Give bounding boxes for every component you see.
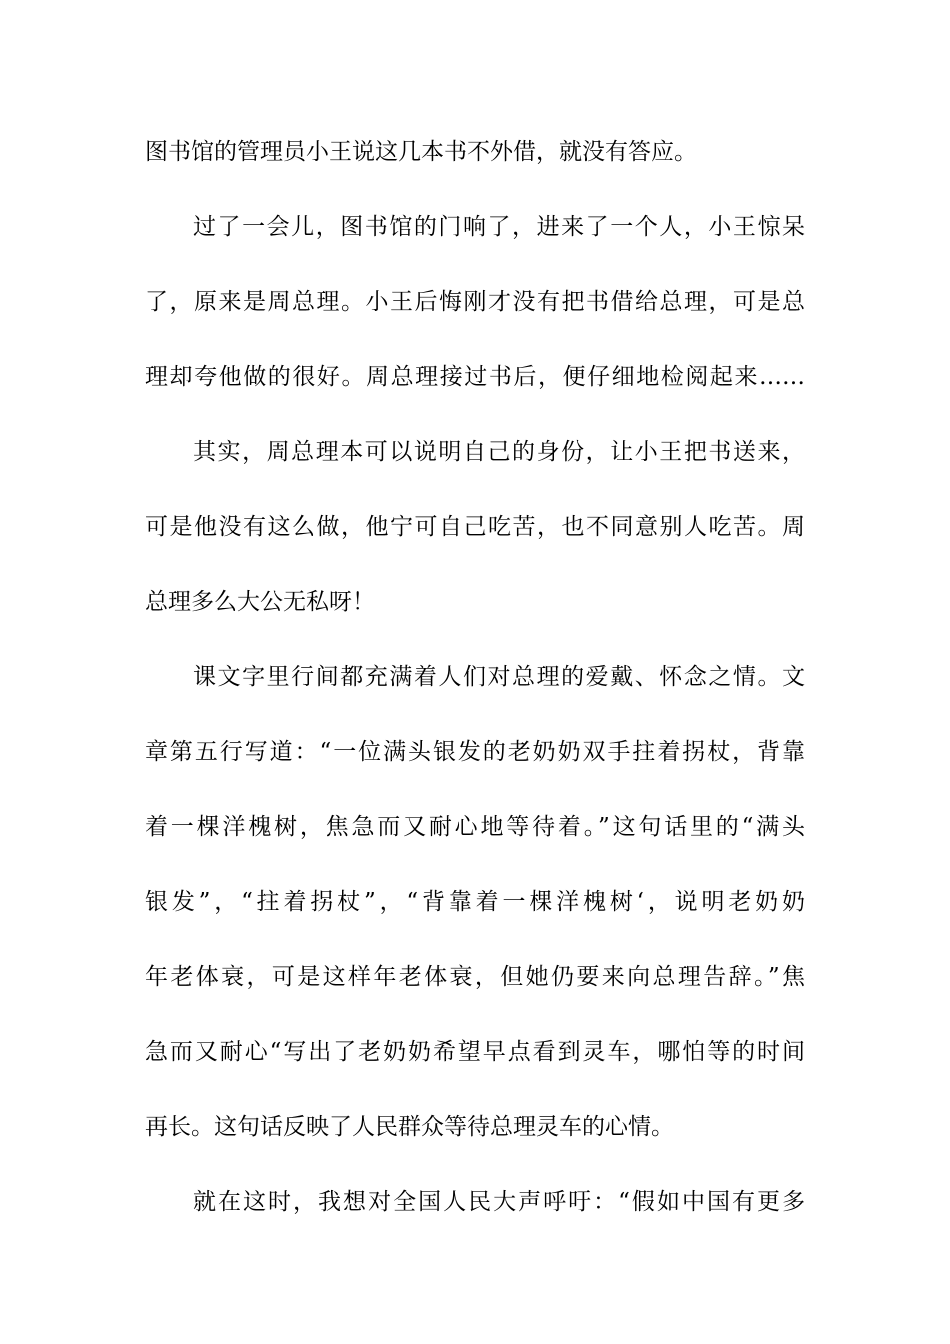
text-line-15: 就在这时，我想对全国人民大声呼吁：“假如中国有更多 [193,1189,805,1215]
text-line-9: 章第五行写道：“一位满头银发的老奶奶双手拄着拐杖，背靠 [145,739,805,765]
text-line-3: 了，原来是周总理。小王后悔刚才没有把书借给总理，可是总 [145,289,805,315]
text-line-1: 图书馆的管理员小王说这几本书不外借，就没有答应。 [145,139,697,165]
text-line-10: 着一棵洋槐树，焦急而又耐心地等待着。”这句话里的“满头 [145,814,805,840]
text-line-6: 可是他没有这么做，他宁可自己吃苦，也不同意别人吃苦。周 [145,514,805,540]
text-line-11: 银发”，“拄着拐杖”，“背靠着一棵洋槐树‘，说明老奶奶 [145,889,805,915]
text-line-8: 课文字里行间都充满着人们对总理的爱戴、怀念之情。文 [193,664,805,690]
text-line-14: 再长。这句话反映了人民群众等待总理灵车的心情。 [145,1114,674,1140]
text-line-12: 年老体衰，可是这样年老体衰，但她仍要来向总理告辞。”焦 [145,964,805,990]
text-line-4: 理却夸他做的很好。周总理接过书后，便仔细地检阅起来…… [145,364,805,390]
text-line-13: 急而又耐心“写出了老奶奶希望早点看到灵车，哪怕等的时间 [145,1039,805,1065]
text-line-2: 过了一会儿，图书馆的门响了，进来了一个人，小王惊呆 [193,214,805,240]
text-line-5: 其实，周总理本可以说明自己的身份，让小王把书送来， [193,439,805,465]
text-line-7: 总理多么大公无私呀！ [145,589,375,615]
